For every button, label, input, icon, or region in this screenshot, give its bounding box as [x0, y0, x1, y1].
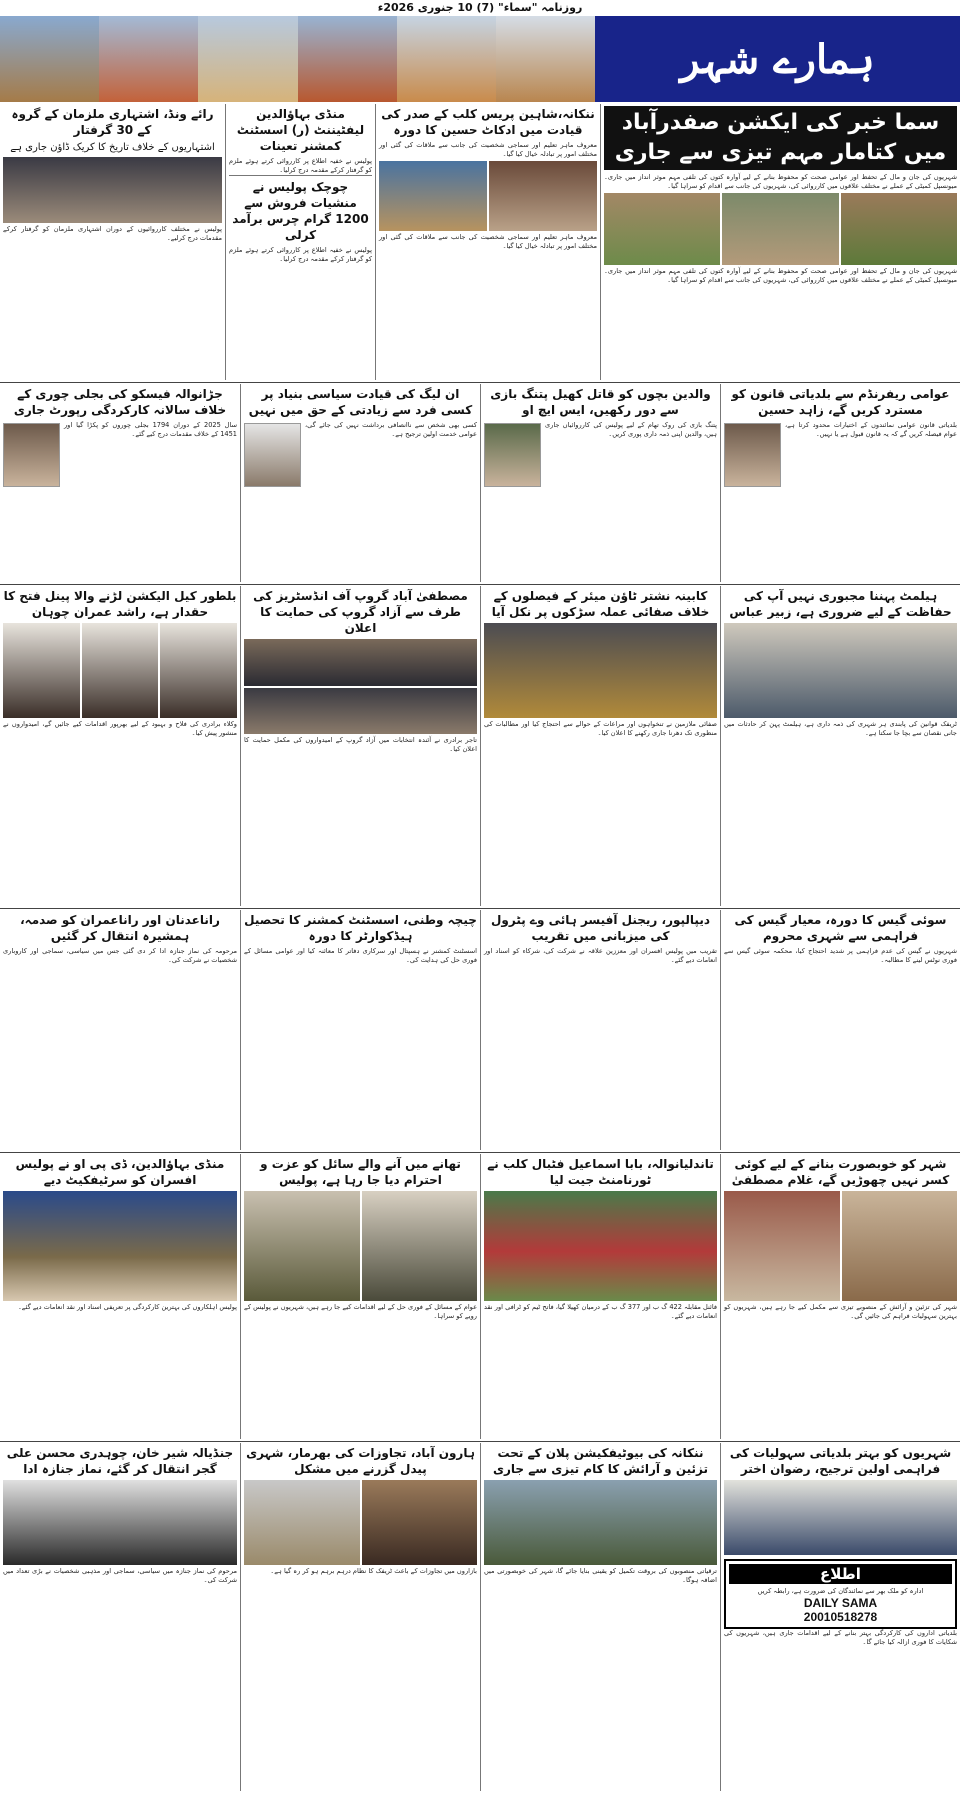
- row-4: [0, 910, 960, 1150]
- story: [480, 384, 720, 582]
- story: [480, 586, 720, 906]
- story-headline: شہر کو خوبصورت بنانے کے لیے کوئی کسر نہیں چھوڑیں گے، غلام مصطفیٰ: [731, 1157, 950, 1187]
- story-body: مرحومہ کی نماز جنازہ ادا کر دی گئی جس میں سیاسی، سماجی اور کاروباری شخصیات نے شرکت کی۔: [3, 947, 237, 964]
- story-body: پولیس نے خفیہ اطلاع پر کارروائی کرتے ہوئے ملزم کو گرفتار کرکے مقدمہ درج کرلیا۔: [229, 157, 372, 174]
- story: [0, 910, 240, 1150]
- story-body: معروف ماہر تعلیم اور سماجی شخصیت کی جانب سے ملاقات کی گئی اور مختلف امور پر تبادلہ خیال کیا گیا۔: [379, 141, 597, 158]
- story-photo: [3, 623, 237, 718]
- story-headline: راناعدنان اور راناعمران کو صدمہ، ہمشیرہ انتقال کر گئیں: [20, 913, 220, 943]
- story-photo: [484, 1191, 717, 1301]
- story-body: تقریب میں پولیس افسران اور معززین علاقہ نے شرکت کی، شرکاء کو اسناد اور انعامات دیے گئے۔: [484, 947, 717, 964]
- story-body: پولیس نے مختلف کارروائیوں کے دوران اشتہاری ملزمان کو گرفتار کرکے مقدمات درج کرلیے۔: [3, 225, 222, 242]
- row-6: [0, 1443, 960, 1791]
- story-body: اسسٹنٹ کمشنر نے ہسپتال اور سرکاری دفاتر کا معائنہ کیا اور عوامی مسائل کے فوری حل کی ہدایت کی۔: [244, 947, 477, 964]
- story-body: وکلاء برادری کی فلاح و بہبود کے لیے بھرپور اقدامات کیے جائیں گے، امیدواروں نے منشور پیش کیا۔: [3, 720, 237, 737]
- story: [0, 1443, 240, 1791]
- masthead-photo-strip: [0, 16, 595, 102]
- portrait-photo: [244, 423, 301, 487]
- section-title: ہمارے شہر: [595, 16, 960, 102]
- story: [480, 1443, 720, 1791]
- story-photo: [244, 1191, 477, 1301]
- story-body: بلدیاتی قانون عوامی نمائندوں کے اختیارات محدود کرتا ہے، عوام فیصلہ کریں گے کہ یہ قانون قبول ہے یا نہیں۔: [785, 421, 957, 438]
- story-body: بازاروں میں تجاوزات کے باعث ٹریفک کا نظام درہم برہم ہو کر رہ گیا ہے۔: [270, 1567, 477, 1575]
- story: [240, 910, 480, 1150]
- row-2: [0, 384, 960, 582]
- story: [240, 586, 480, 906]
- story: [480, 910, 720, 1150]
- story-body: بلدیاتی اداروں کی کارکردگی بہتر بنانے کے لیے اقدامات جاری ہیں، شہریوں کی شکایات کا فوری ازالہ کیا جائے گا۔: [724, 1629, 957, 1646]
- story-headline: کابینہ نشتر ٹاؤن میئر کے فیصلوں کے خلاف صفائی عملہ سڑکوں پر نکل آیا: [491, 589, 710, 619]
- story-body: پتنگ بازی کی روک تھام کے لیے پولیس کی کارروائیاں جاری ہیں، والدین اپنی ذمہ داری پوری کریں۔: [545, 421, 717, 438]
- story: [0, 586, 240, 906]
- story-col-4: [0, 104, 225, 380]
- story: [480, 1154, 720, 1439]
- story: [720, 1443, 960, 1791]
- story-photo: [3, 157, 222, 223]
- story-headline: جنڈیالہ شیر خان، چوہدری محسن علی گجر انتقال کر گئے، نماز جنازہ ادا: [6, 1446, 234, 1476]
- story-headline: تاندلیانوالہ، بابا اسماعیل فٹبال کلب نے ٹورنامنٹ جیت لیا: [487, 1157, 714, 1187]
- story: [720, 1154, 960, 1439]
- story-headline: مصطفیٰ آباد گروپ آف انڈسٹریز کی طرف سے آزاد گروپ کی حمایت کا اعلان: [253, 589, 468, 635]
- dateline: روزنامہ "سماء" (7) 10 جنوری 2026ء: [377, 1, 583, 14]
- story-headline: سوئی گیس کا دورہ، معیار گیس کی فراہمی سے شہری محروم: [734, 913, 947, 943]
- story: [240, 1154, 480, 1439]
- notice-body: ادارہ کو ملک بھر سے نمائندگان کی ضرورت ہے، رابطہ کریں: [757, 1587, 924, 1595]
- story-body: شہریوں نے گیس کی عدم فراہمی پر شدید احتجاج کیا، محکمہ سوئی گیس سے فوری نوٹس لینے کا مطالبہ۔: [724, 947, 957, 964]
- story-headline: تھانے میں آنے والے سائل کو عزت و احترام دیا جا رہا ہے، پولیس: [260, 1157, 461, 1187]
- story-body: کسی بھی شخص سے ناانصافی برداشت نہیں کی جائے گی، عوامی خدمت اولین ترجیح ہے۔: [305, 421, 477, 438]
- story-headline: چیچہ وطنی، اسسٹنٹ کمشنر کا تحصیل ہیڈکوارٹر کا دورہ: [244, 913, 477, 943]
- row-1: [0, 104, 960, 380]
- notice-box: [724, 1559, 957, 1629]
- story-photo: [724, 623, 957, 718]
- story: [720, 586, 960, 906]
- notice-paper-name: DAILY SAMA: [803, 1596, 878, 1610]
- story: [720, 384, 960, 582]
- story: [240, 384, 480, 582]
- story-headline: ہارون آباد، تجاوزات کی بھرمار، شہری پیدل گزرنے میں مشکل: [246, 1446, 475, 1476]
- story-photo: [244, 639, 477, 734]
- row-3: [0, 586, 960, 906]
- story-col-2: [375, 104, 600, 380]
- row-5: [0, 1154, 960, 1439]
- story-headline: رائے ونڈ، اشتہاری ملزمان کے گروہ کے 30 گرفتار: [11, 107, 214, 137]
- story-headline: شہریوں کو بہتر بلدیاتی سہولیات کی فراہمی اولین ترجیح، رضوان اختر: [729, 1446, 952, 1476]
- story-body: سال 2025 کے دوران 1794 بجلی چوروں کو پکڑا گیا اور 1451 کے خلاف مقدمات درج کیے گئے۔: [64, 421, 238, 438]
- story-headline: جڑانوالہ فیسکو کی بجلی چوری کے خلاف سالانہ کارکردگی رپورٹ جاری: [13, 387, 227, 417]
- lead-story: [600, 104, 960, 380]
- story-photo: [379, 161, 597, 231]
- story-body: عوام کے مسائل کے فوری حل کے لیے اقدامات کیے جا رہے ہیں، شہریوں نے پولیس کے رویے کو سراہا۔: [244, 1303, 477, 1320]
- story-headline: ان لیگ کی قیادت سیاسی بنیاد پر کسی فرد سے زیادتی کے حق میں نہیں: [248, 387, 473, 417]
- story-headline: منڈی بہاؤالدین لیفٹیننٹ (ر) اسسٹنٹ کمشنر تعینات: [236, 107, 365, 153]
- lead-body: شہریوں کی جان و مال کے تحفظ اور عوامی صحت کو محفوظ بنانے کے لیے آوارہ کتوں کی تلفی مہم موثر انداز میں جاری۔ میونسپل کمیٹی کے عملے نے مختلف علاقوں میں کارروائی کی، شہریوں کی جانب سے اقدام کو سراہا گیا۔: [604, 173, 957, 190]
- story-body: ٹریفک قوانین کی پابندی ہر شہری کی ذمہ داری ہے، ہیلمٹ پہن کر حادثات میں جانی نقصان سے بچا جا سکتا ہے۔: [724, 720, 957, 737]
- story-photo: [3, 1191, 237, 1301]
- story: [720, 910, 960, 1150]
- portrait-photo: [3, 423, 60, 487]
- story-photo: [724, 1191, 957, 1301]
- story-body: صفائی ملازمین نے تنخواہوں اور مراعات کے حوالے سے احتجاج کیا اور مطالبات کی منظوری تک دھرنا جاری رکھنے کا اعلان کیا۔: [484, 720, 717, 737]
- lead-photos: [604, 193, 957, 265]
- story-subheadline: چوچک پولیس نے منشیات فروش سے 1200 گرام چرس برآمد کرلی: [229, 175, 372, 243]
- story-body: پولیس اہلکاروں کی بہترین کارکردگی پر تعریفی اسناد اور نقد انعامات دیے گئے۔: [17, 1303, 237, 1311]
- story-body: شہر کی تزئین و آرائش کے منصوبے تیزی سے مکمل کیے جا رہے ہیں، شہریوں کو بہترین سہولیات فراہم کی جائیں گی۔: [724, 1303, 957, 1320]
- story-body: مرحوم کی نماز جنازہ میں سیاسی، سماجی اور مذہبی شخصیات نے بڑی تعداد میں شرکت کی۔: [3, 1567, 237, 1584]
- story-body-continued: معروف ماہر تعلیم اور سماجی شخصیت کی جانب سے ملاقات کی گئی اور مختلف امور پر تبادلہ خیال کیا گیا۔: [379, 233, 597, 250]
- story-headline: دیپالپور، ریجنل آفیسر ہائی وے پٹرول کی میزبانی میں تقریب: [491, 913, 710, 943]
- lead-headline: سما خبر کی ایکشن صفدرآباد میں کتامار مہم تیزی سے جاری: [604, 106, 957, 170]
- notice-title: اطلاع: [729, 1564, 952, 1584]
- story-headline: ننکانہ،شاہین پریس کلب کے صدر کی قیادت میں ادکاٹ حسین کا دورہ: [381, 107, 595, 137]
- story-body: ترقیاتی منصوبوں کی بروقت تکمیل کو یقینی بنایا جائے گا، شہر کی خوبصورتی میں اضافہ ہوگا۔: [484, 1567, 717, 1584]
- portrait-photo: [724, 423, 781, 487]
- story: [0, 1154, 240, 1439]
- notice-phone: 20010518278: [803, 1610, 878, 1624]
- story-body: فائنل مقابلہ 422 گ ب اور 377 گ ب کے درمیان کھیلا گیا، فاتح ٹیم کو ٹرافی اور نقد انعامات دیے گئے۔: [484, 1303, 718, 1320]
- portrait-photo: [484, 423, 541, 487]
- story-headline: ہیلمٹ پہننا مجبوری نہیں آپ کی حفاظت کے لیے ضروری ہے، زبیر عباس: [729, 589, 952, 619]
- story: [0, 384, 240, 582]
- lead-body-continued: شہریوں کی جان و مال کے تحفظ اور عوامی صحت کو محفوظ بنانے کے لیے آوارہ کتوں کی تلفی مہم موثر انداز میں جاری۔ میونسپل کمیٹی کے عملے نے مختلف علاقوں میں کارروائی کی، شہریوں کی جانب سے اقدام کو سراہا گیا۔: [604, 267, 957, 284]
- story-headline: منڈی بہاؤالدین، ڈی پی او نے پولیس افسران کو سرٹیفکیٹ دیے: [15, 1157, 225, 1187]
- story-photo: [484, 623, 717, 718]
- story-photo: [724, 1480, 957, 1555]
- story-headline: عوامی ریفرنڈم سے بلدیاتی قانون کو مسترد کریں گے، زاہد حسین: [731, 387, 950, 417]
- story: [240, 1443, 480, 1791]
- story-col-3: [225, 104, 375, 380]
- story-headline: والدین بچوں کو قاتل کھیل پتنگ بازی سے دور رکھیں، ایس ایچ او: [490, 387, 711, 417]
- story-photo: [3, 1480, 237, 1565]
- story-photo: [244, 1480, 477, 1565]
- story-body: تاجر برادری نے آئندہ انتخابات میں آزاد گروپ کے امیدواروں کی مکمل حمایت کا اعلان کیا۔: [244, 736, 477, 753]
- story-photo: [484, 1480, 717, 1565]
- story-subheadline: اشتہاریوں کے خلاف تاریخ کا کریک ڈاؤن جاری ہے: [10, 142, 215, 153]
- story-headline: بلطور کیل الیکشن لڑنے والا پینل فتح کا حقدار ہے، راشد عمران چوہان: [3, 589, 237, 619]
- masthead: [0, 16, 960, 102]
- story-headline: ننکانہ کی بیوٹیفکیشن پلان کے تحت تزئین و آرائش کا کام تیزی سے جاری: [492, 1446, 708, 1476]
- story-body-continued: پولیس نے خفیہ اطلاع پر کارروائی کرتے ہوئے ملزم کو گرفتار کرکے مقدمہ درج کرلیا۔: [229, 246, 372, 263]
